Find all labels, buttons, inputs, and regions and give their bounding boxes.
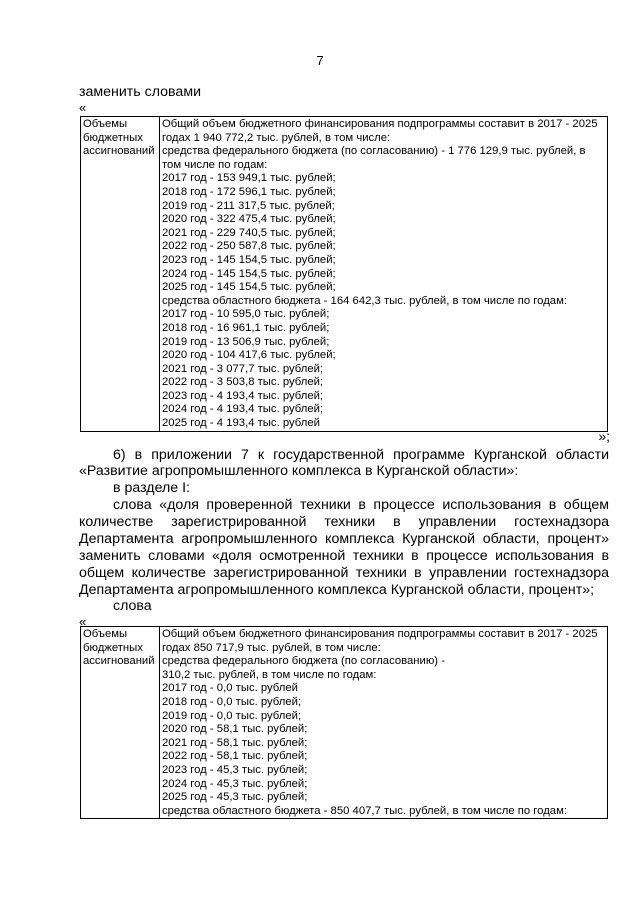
budget-label-cell: Объемы бюджетных ассигнований — [81, 117, 160, 432]
year-row: 2019 год - 211 317,5 тыс. рублей; — [162, 199, 335, 212]
body-line: заменить словами «доля осмотренной техники в процессе использования в — [79, 548, 609, 564]
body-line: слова «доля проверенной техники в процессе использования в общем — [113, 497, 609, 513]
federal-budget-heading: средства федерального бюджета (по согласованию) - — [162, 655, 445, 668]
year-row: 2020 год - 322 475,4 тыс. рублей; — [162, 213, 336, 226]
budget-value-cell — [160, 627, 608, 819]
open-quote: « — [79, 614, 87, 629]
year-row: 2020 год - 58,1 тыс. рублей; — [162, 723, 308, 736]
year-row: 2021 год - 229 740,5 тыс. рублей; — [162, 226, 336, 239]
year-row: 2017 год - 10 595,0 тыс. рублей; — [162, 308, 330, 321]
year-row: 2018 год - 16 961,1 тыс. рублей; — [162, 321, 330, 334]
budget-table-1 — [80, 116, 608, 432]
year-row: 2024 год - 4 193,4 тыс. рублей; — [162, 403, 324, 416]
year-row: 2022 год - 250 587,8 тыс. рублей; — [162, 240, 336, 253]
year-row: 2019 год - 0,0 тыс. рублей; — [162, 709, 302, 722]
budget-value-cell — [160, 117, 608, 432]
year-row: 2025 год - 45,3 тыс. рублей; — [162, 791, 308, 804]
year-row: 2019 год - 13 506,9 тыс. рублей; — [162, 335, 330, 348]
body-line: слова — [113, 598, 152, 614]
year-row: 2023 год - 4 193,4 тыс. рублей; — [162, 389, 324, 402]
budget-table-2 — [80, 626, 608, 819]
year-row: 2021 год - 58,1 тыс. рублей; — [162, 736, 308, 749]
regional-budget-heading: средства областного бюджета - 850 407,7 тыс. рублей, в том числе по годам: — [162, 804, 567, 817]
year-row: 2020 год - 104 417,6 тыс. рублей; — [162, 349, 336, 362]
year-row: 2018 год - 172 596,1 тыс. рублей; — [162, 185, 336, 198]
federal-budget-heading: средства федерального бюджета (по согласованию) - 1 776 129,9 тыс. рублей, в том числе по годам: — [162, 145, 586, 171]
federal-budget-heading-cont: 310,2 тыс. рублей, в том числе по годам: — [162, 668, 377, 681]
year-row: 2017 год - 0,0 тыс. рублей — [162, 682, 298, 695]
budget-intro: Общий объем бюджетного финансирования подпрограммы составит в 2017 - 2025 годах 1 940 772,2 тыс. рублей, в том числе: — [162, 118, 598, 144]
year-row: 2025 год - 145 154,5 тыс. рублей; — [162, 281, 336, 294]
body-line: количестве зарегистрированной техники в управлении гостехнадзора — [79, 514, 609, 530]
body-line: в разделе I: — [113, 480, 190, 496]
year-row: 2025 год - 4 193,4 тыс. рублей — [162, 417, 320, 430]
year-row: 2023 год - 145 154,5 тыс. рублей; — [162, 253, 336, 266]
body-line: Департамента агропромышленного комплекса Курганской области, процент» — [79, 531, 609, 547]
year-row: 2018 год - 0,0 тыс. рублей; — [162, 695, 302, 708]
year-row: 2024 год - 45,3 тыс. рублей; — [162, 777, 308, 790]
budget-label-cell: Объемы бюджетных ассигнований — [81, 627, 160, 819]
year-row: 2022 год - 58,1 тыс. рублей; — [162, 750, 308, 763]
body-line: общем количестве зарегистрированной техники в управлении гостехнадзора — [79, 565, 609, 581]
replace-with-heading: заменить словами — [79, 84, 202, 100]
body-line: 6) в приложении 7 к государственной программе Курганской области — [113, 447, 609, 463]
year-row: 2022 год - 3 503,8 тыс. рублей; — [162, 376, 324, 389]
year-row: 2021 год - 3 077,7 тыс. рублей; — [162, 362, 324, 375]
year-row: 2023 год - 45,3 тыс. рублей; — [162, 763, 308, 776]
year-row: 2024 год - 145 154,5 тыс. рублей; — [162, 267, 336, 280]
page-number: 7 — [316, 53, 324, 68]
regional-budget-heading: средства областного бюджета - 164 642,3 тыс. рублей, в том числе по годам: — [162, 294, 567, 307]
close-quote: »; — [598, 428, 610, 444]
budget-intro: Общий объем бюджетного финансирования подпрограммы составит в 2017 - 2025 годах 850 717,9 тыс. рублей, в том числе: — [162, 628, 598, 654]
body-line: «Развитие агропромышленного комплекса в Курганской области»: — [79, 463, 519, 479]
body-line: Департамента агропромышленного комплекса Курганской области, процент»; — [79, 582, 595, 598]
open-quote: « — [79, 100, 87, 115]
year-row: 2017 год - 153 949,1 тыс. рублей; — [162, 172, 336, 185]
